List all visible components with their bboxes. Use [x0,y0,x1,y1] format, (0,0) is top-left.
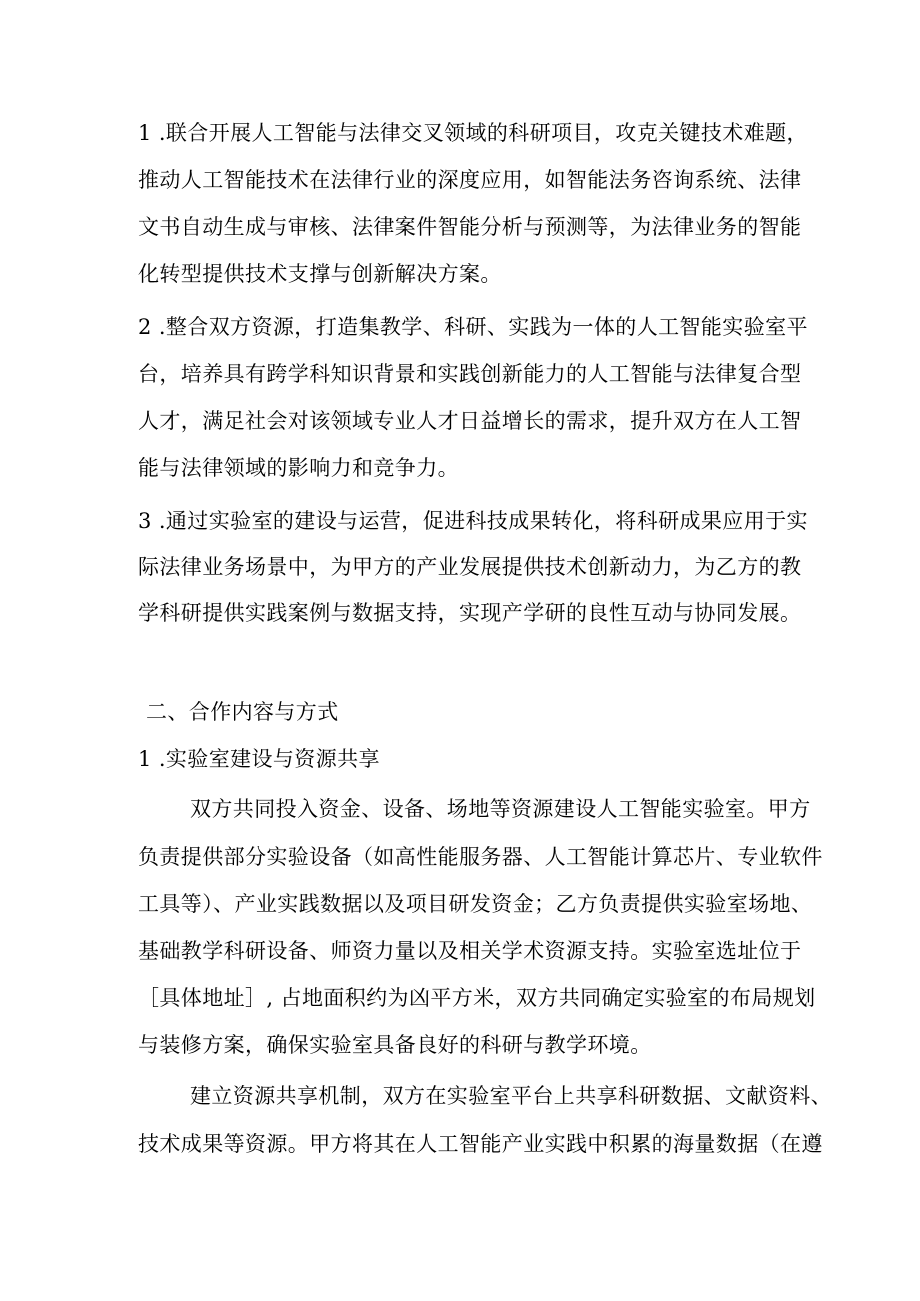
goal-2-line-1: 2 .整合双方资源，打造集教学、科研、实践为一体的人工智能实验室平 [138,315,808,339]
paragraph-1-line-5: ［具体地址］, 占地面积约为凶平方米，双方共同确定实验室的布局规划 [138,986,816,1010]
goal-3-line-3: 学科研提供实践案例与数据支持，实现产学研的良性互动与协同发展。 [138,601,802,625]
goal-3-line-2: 际法律业务场景中，为甲方的产业发展提供技术创新动力，为乙方的教 [138,555,802,579]
paragraph-1-line-4: 基础教学科研设备、师资力量以及相关学术资源支持。实验室选址位于 [138,939,802,963]
goal-1-line-1: 1 .联合开展人工智能与法律交叉领域的科研项目，攻克关键技术难题， [138,121,808,145]
paragraph-2-line-1: 建立资源共享机制，双方在实验室平台上共享科研数据、文献资料、 [190,1084,832,1108]
subsection-heading: 1 .实验室建设与资源共享 [138,747,380,771]
paragraph-1-line-3: 工具等）、产业实践数据以及项目研发资金；乙方负责提供实验室场地、 [138,892,813,916]
goal-2-line-2: 台，培养具有跨学科知识背景和实践创新能力的人工智能与法律复合型 [138,362,802,386]
goal-2-line-4: 能与法律领域的影响力和竞争力。 [138,456,459,480]
paragraph-2-line-2: 技术成果等资源。甲方将其在人工智能产业实践中积累的海量数据（在遵 [138,1132,823,1156]
paragraph-1-line-2: 负责提供部分实验设备（如高性能服务器、人工智能计算芯片、专业软件 [138,845,823,869]
goal-3-line-1: 3 .通过实验室的建设与运营，促进科技成果转化，将科研成果应用于实 [138,509,808,533]
paragraph-1-line-1: 双方共同投入资金、设备、场地等资源建设人工智能实验室。甲方 [190,797,811,821]
goal-2-line-3: 人才，满足社会对该领域专业人才日益增长的需求，提升双方在人工智 [138,409,802,433]
goal-1-line-4: 化转型提供技术支撑与创新解决方案。 [138,262,502,286]
goal-1-line-3: 文书自动生成与审核、法律案件智能分析与预测等，为法律业务的智能 [138,215,802,239]
paragraph-1-line-6: 与装修方案，确保实验室具备良好的科研与教学环境。 [138,1033,652,1057]
goal-1-line-2: 推动人工智能技术在法律行业的深度应用，如智能法务咨询系统、法律 [138,168,802,192]
section-heading: 二、合作内容与方式 [146,700,339,724]
